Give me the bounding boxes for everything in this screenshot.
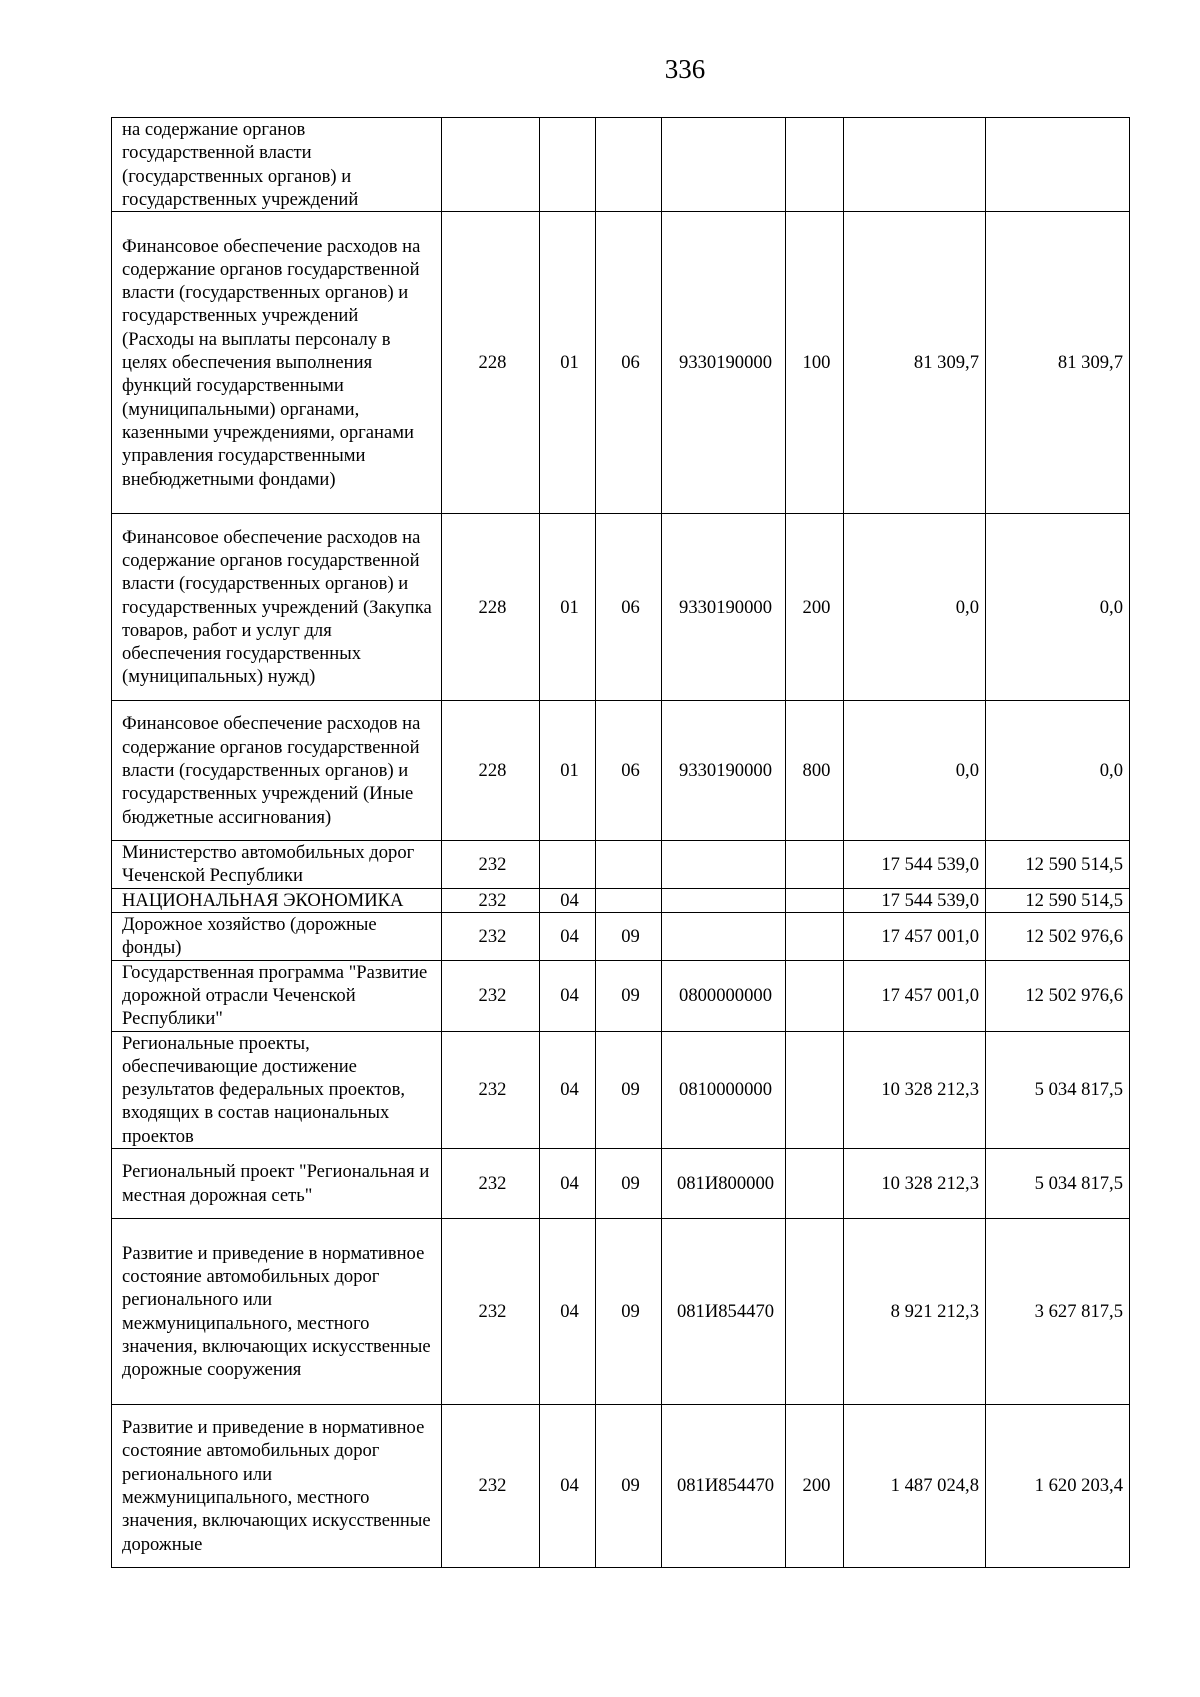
subsection-code: 09 — [596, 1405, 662, 1568]
amount-year-2: 12 590 514,5 — [986, 888, 1130, 912]
ministry-code: 232 — [442, 1219, 540, 1405]
amount-year-2: 12 590 514,5 — [986, 841, 1130, 889]
expense-type-code: 800 — [786, 701, 844, 841]
target-article-code: 0810000000 — [662, 1031, 786, 1148]
subsection-code — [596, 841, 662, 889]
expense-type-code — [786, 888, 844, 912]
section-code: 04 — [540, 888, 596, 912]
ministry-code: 228 — [442, 212, 540, 514]
amount-year-1: 10 328 212,3 — [844, 1031, 986, 1148]
ministry-code: 232 — [442, 960, 540, 1031]
row-name: Министерство автомобильных дорог Чеченской Республики — [112, 841, 442, 889]
table-row — [112, 514, 1130, 701]
amount-year-1 — [844, 118, 986, 212]
table-row — [112, 841, 1130, 889]
table-row — [112, 913, 1130, 961]
amount-year-2: 3 627 817,5 — [986, 1219, 1130, 1405]
ministry-code — [442, 118, 540, 212]
section-code: 04 — [540, 1149, 596, 1219]
target-article-code: 0800000000 — [662, 960, 786, 1031]
ministry-code: 232 — [442, 888, 540, 912]
amount-year-2: 5 034 817,5 — [986, 1149, 1130, 1219]
amount-year-2: 0,0 — [986, 701, 1130, 841]
amount-year-1: 17 544 539,0 — [844, 841, 986, 889]
target-article-code — [662, 118, 786, 212]
amount-year-2: 12 502 976,6 — [986, 960, 1130, 1031]
subsection-code: 06 — [596, 514, 662, 701]
amount-year-1: 10 328 212,3 — [844, 1149, 986, 1219]
amount-year-2: 12 502 976,6 — [986, 913, 1130, 961]
target-article-code: 081И854470 — [662, 1219, 786, 1405]
section-code: 01 — [540, 514, 596, 701]
page-number: 336 — [664, 54, 706, 84]
row-name: Развитие и приведение в нормативное состояние автомобильных дорог регионального или межмуниципального, местного значения, включающих искусственные дорожные сооружения — [112, 1219, 442, 1405]
table-row — [112, 118, 1130, 212]
section-code: 04 — [540, 960, 596, 1031]
amount-year-1: 0,0 — [844, 514, 986, 701]
section-code — [540, 118, 596, 212]
ministry-code: 228 — [442, 514, 540, 701]
expense-type-code — [786, 1031, 844, 1148]
table-row — [112, 1219, 1130, 1405]
subsection-code: 06 — [596, 212, 662, 514]
subsection-code: 09 — [596, 913, 662, 961]
subsection-code: 09 — [596, 960, 662, 1031]
amount-year-1: 81 309,7 — [844, 212, 986, 514]
row-name: Региональный проект "Региональная и местная дорожная сеть" — [112, 1149, 442, 1219]
subsection-code: 06 — [596, 701, 662, 841]
table-row — [112, 212, 1130, 514]
expense-type-code — [786, 841, 844, 889]
expense-type-code — [786, 960, 844, 1031]
subsection-code: 09 — [596, 1219, 662, 1405]
amount-year-1: 1 487 024,8 — [844, 1405, 986, 1568]
ministry-code: 232 — [442, 841, 540, 889]
budget-table — [111, 117, 1130, 1568]
row-name: на содержание органов государственной власти (государственных органов) и государственных учреждений — [112, 118, 442, 212]
table-row — [112, 960, 1130, 1031]
table-row — [112, 1149, 1130, 1219]
section-code: 04 — [540, 1405, 596, 1568]
section-code — [540, 841, 596, 889]
row-name: Финансовое обеспечение расходов на содержание органов государственной власти (государственных органов) и государственных учреждений (Расходы на выплаты персоналу в целях обеспечения выполнения функций государственными (муниципальными) органами, казенными учреждениями, органами управления государственными внебюджетными фондами) — [112, 212, 442, 514]
expense-type-code: 200 — [786, 1405, 844, 1568]
section-code: 04 — [540, 1219, 596, 1405]
amount-year-2: 5 034 817,5 — [986, 1031, 1130, 1148]
row-name: Государственная программа "Развитие дорожной отрасли Чеченской Республики" — [112, 960, 442, 1031]
amount-year-1: 8 921 212,3 — [844, 1219, 986, 1405]
expense-type-code — [786, 1149, 844, 1219]
table-row — [112, 701, 1130, 841]
target-article-code: 081И800000 — [662, 1149, 786, 1219]
ministry-code: 232 — [442, 913, 540, 961]
section-code: 04 — [540, 1031, 596, 1148]
ministry-code: 228 — [442, 701, 540, 841]
row-name: Финансовое обеспечение расходов на содержание органов государственной власти (государственных органов) и государственных учреждений (Иные бюджетные ассигнования) — [112, 701, 442, 841]
ministry-code: 232 — [442, 1405, 540, 1568]
row-name: Развитие и приведение в нормативное состояние автомобильных дорог регионального или межмуниципального, местного значения, включающих искусственные дорожные — [112, 1405, 442, 1568]
expense-type-code — [786, 118, 844, 212]
expense-type-code: 100 — [786, 212, 844, 514]
expense-type-code: 200 — [786, 514, 844, 701]
amount-year-2 — [986, 118, 1130, 212]
section-code: 01 — [540, 212, 596, 514]
amount-year-1: 17 457 001,0 — [844, 960, 986, 1031]
table-row — [112, 1405, 1130, 1568]
table-row — [112, 1031, 1130, 1148]
row-name: Финансовое обеспечение расходов на содержание органов государственной власти (государственных органов) и государственных учреждений (Закупка товаров, работ и услуг для обеспечения государственных (муниципальных) нужд) — [112, 514, 442, 701]
target-article-code: 9330190000 — [662, 701, 786, 841]
row-name: Дорожное хозяйство (дорожные фонды) — [112, 913, 442, 961]
subsection-code — [596, 118, 662, 212]
subsection-code: 09 — [596, 1149, 662, 1219]
subsection-code — [596, 888, 662, 912]
ministry-code: 232 — [442, 1031, 540, 1148]
row-name: НАЦИОНАЛЬНАЯ ЭКОНОМИКА — [112, 888, 442, 912]
target-article-code — [662, 841, 786, 889]
amount-year-1: 17 457 001,0 — [844, 913, 986, 961]
amount-year-2: 1 620 203,4 — [986, 1405, 1130, 1568]
amount-year-2: 0,0 — [986, 514, 1130, 701]
section-code: 01 — [540, 701, 596, 841]
target-article-code — [662, 888, 786, 912]
expense-type-code — [786, 913, 844, 961]
expense-type-code — [786, 1219, 844, 1405]
amount-year-1: 0,0 — [844, 701, 986, 841]
target-article-code: 9330190000 — [662, 212, 786, 514]
section-code: 04 — [540, 913, 596, 961]
ministry-code: 232 — [442, 1149, 540, 1219]
target-article-code: 9330190000 — [662, 514, 786, 701]
table-row — [112, 888, 1130, 912]
amount-year-1: 17 544 539,0 — [844, 888, 986, 912]
target-article-code — [662, 913, 786, 961]
row-name: Региональные проекты, обеспечивающие достижение результатов федеральных проектов, входящих в состав национальных проектов — [112, 1031, 442, 1148]
target-article-code: 081И854470 — [662, 1405, 786, 1568]
subsection-code: 09 — [596, 1031, 662, 1148]
table-body — [112, 118, 1130, 1568]
amount-year-2: 81 309,7 — [986, 212, 1130, 514]
